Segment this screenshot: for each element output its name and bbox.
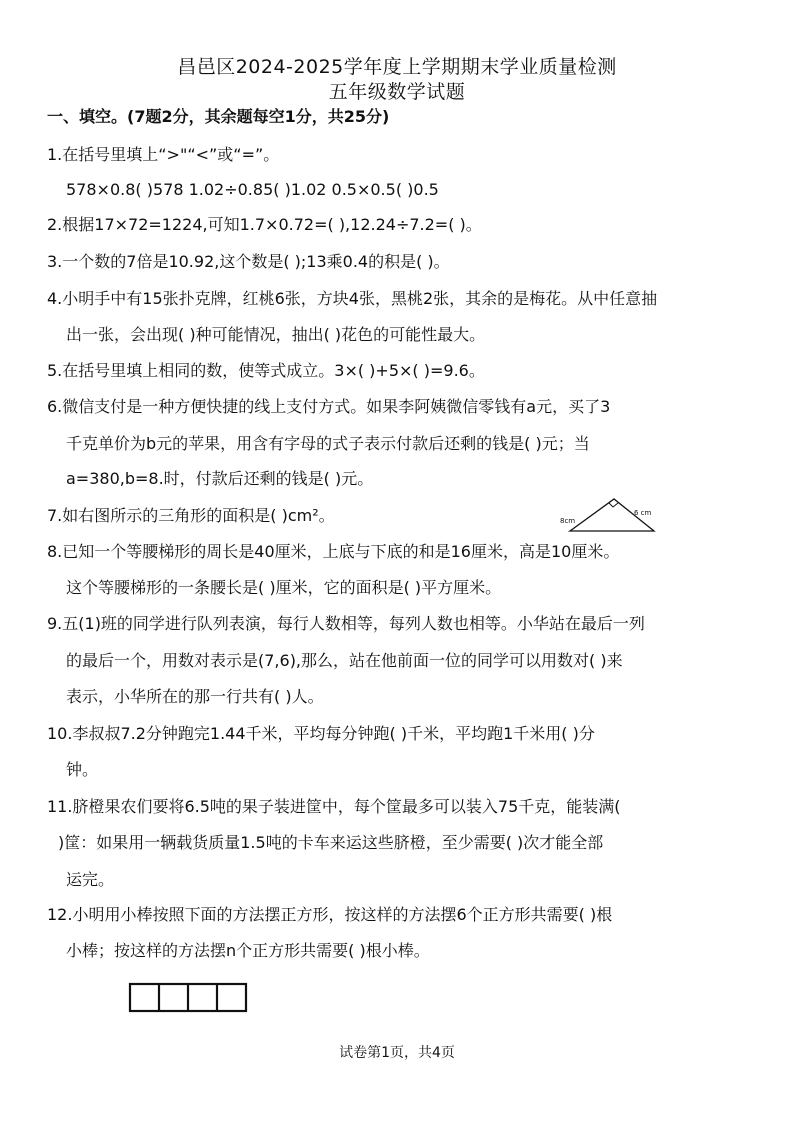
question-10-line-1: 10.李叔叔7.2分钟跑完1.44千米，平均每分钟跑( )千米，平均跑1千米用( )分 xyxy=(47,724,595,743)
question-6-line-2: 千克单价为b元的苹果，用含有字母的式子表示付款后还剩的钱是( )元；当 xyxy=(66,434,590,453)
right-angle-mark xyxy=(609,503,618,507)
right-triangle-figure xyxy=(548,493,658,535)
question-8-line-2: 这个等腰梯形的一条腰长是( )厘米，它的面积是( )平方厘米。 xyxy=(66,578,502,597)
exam-subtitle: 五年级数学试题 xyxy=(328,81,466,103)
question-9-line-3: 表示，小华所在的那一行共有( )人。 xyxy=(66,687,324,706)
question-8-line-1: 8.已知一个等腰梯形的周长是40厘米，上底与下底的和是16厘米，高是10厘米。 xyxy=(47,542,620,561)
question-2: 2.根据17×72=1224,可知1.7×0.72=( ),12.24÷7.2=( )。 xyxy=(47,215,482,234)
question-6-line-3: a=380,b=8.时，付款后还剩的钱是( )元。 xyxy=(66,469,374,488)
question-10-line-2: 钟。 xyxy=(66,760,99,779)
question-9-line-1: 9.五(1)班的同学进行队列表演，每行人数相等，每列人数也相等。小华站在最后一列 xyxy=(47,614,645,633)
matchstick-squares-figure xyxy=(126,980,250,1016)
question-11-line-1: 11.脐橙果农们要将6.5吨的果子装进筐中，每个筐最多可以装入75千克，能装满( xyxy=(47,797,621,816)
question-11-line-2: )筐：如果用一辆载货质量1.5吨的卡车来运这些脐橙，至少需要( )次才能全部 xyxy=(58,833,604,852)
section-heading: 一、填空。(7题2分，其余题每空1分，共25分) xyxy=(47,107,390,126)
question-4-line-2: 出一张，会出现( )种可能情况，抽出( )花色的可能性最大。 xyxy=(66,325,486,344)
question-7: 7.如右图所示的三角形的面积是( )cm²。 xyxy=(47,506,335,525)
question-4-line-1: 4.小明手中有15张扑克牌，红桃6张，方块4张，黑桃2张，其余的是梅花。从中任意抽 xyxy=(47,289,658,308)
question-6-line-1: 6.微信支付是一种方便快捷的线上支付方式。如果李阿姨微信零钱有a元，买了3 xyxy=(47,397,611,416)
triangle-label-6cm: 6 cm xyxy=(634,509,652,517)
question-12-line-1: 12.小明用小棒按照下面的方法摆正方形，按这样的方法摆6个正方形共需要( )根 xyxy=(47,905,613,924)
question-5: 5.在括号里填上相同的数，使等式成立。3×( )+5×( )=9.6。 xyxy=(47,361,485,380)
triangle-label-8cm: 8cm xyxy=(560,517,576,525)
page-number-footer: 试卷第1页，共4页 xyxy=(339,1045,455,1061)
exam-title: 昌邑区2024-2025学年度上学期期末学业质量检测 xyxy=(177,56,617,78)
question-9-line-2: 的最后一个，用数对表示是(7,6),那么，站在他前面一位的同学可以用数对( )来 xyxy=(66,651,623,670)
question-1-items: 578×0.8( )578 1.02÷0.85( )1.02 0.5×0.5( )0.5 xyxy=(66,180,439,199)
question-3: 3.一个数的7倍是10.92,这个数是( );13乘0.4的积是( )。 xyxy=(47,252,450,271)
question-11-line-3: 运完。 xyxy=(66,870,115,889)
question-1-prompt: 1.在括号里填上“>"“<”或“=”。 xyxy=(47,145,280,164)
question-12-line-2: 小棒；按这样的方法摆n个正方形共需要( )根小棒。 xyxy=(66,941,430,960)
